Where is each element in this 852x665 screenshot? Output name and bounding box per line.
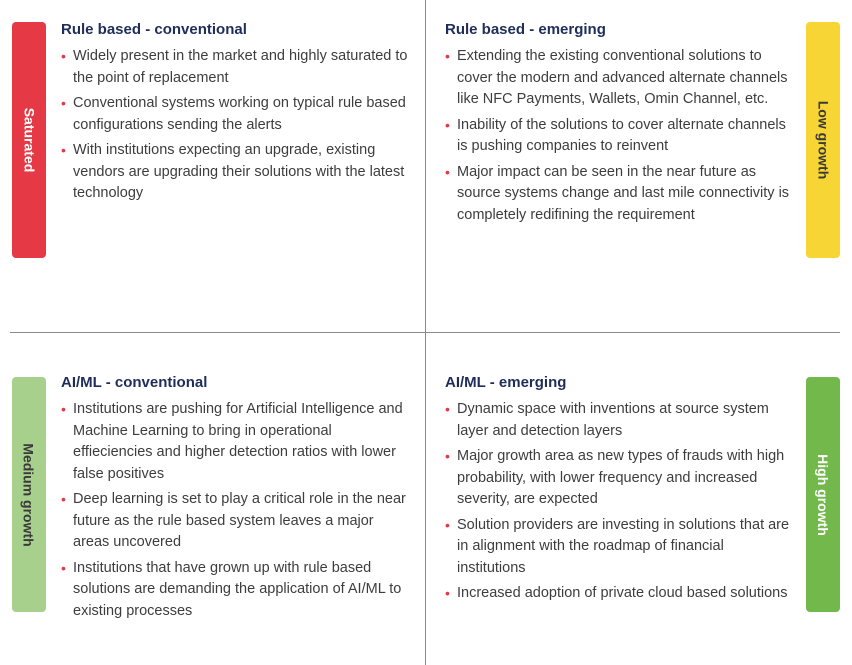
quadrant-bottom-right <box>445 374 790 609</box>
tag-medium-growth-label: Medium growth <box>21 442 37 547</box>
quadrant-top-right <box>445 21 790 230</box>
horizontal-divider <box>10 332 840 333</box>
tag-low-growth <box>806 22 840 258</box>
bullet-list <box>445 46 790 226</box>
quadrant-top-left <box>61 21 411 209</box>
list-item: • Major growth area as new types of frauds with high probability, with lower frequency and increased severity, are expected <box>445 446 790 511</box>
list-item: • Widely present in the market and highly saturated to the point of replacement <box>61 46 411 89</box>
bullet-list <box>61 399 411 622</box>
list-item: • Inability of the solutions to cover alternate channels is pushing companies to reinvent <box>445 115 790 158</box>
bullet-list <box>61 46 411 205</box>
list-item: • Major impact can be seen in the near future as source systems change and last mile connectivity is completely redifining the requirement <box>445 162 790 227</box>
bullet-list <box>445 399 790 605</box>
list-item: • Solution providers are investing in solutions that are in alignment with the roadmap of financial institutions <box>445 515 790 580</box>
tag-medium-growth <box>12 377 46 612</box>
quadrant-title: AI/ML - emerging <box>445 374 567 391</box>
quadrant-title: Rule based - emerging <box>445 21 606 38</box>
list-item: • Dynamic space with inventions at source system layer and detection layers <box>445 399 790 442</box>
list-item: • Institutions are pushing for Artificial Intelligence and Machine Learning to bring in operational effieciencies and higher detection ratios with lower false positives <box>61 399 411 485</box>
tag-low-growth-label: Low growth <box>815 100 832 180</box>
list-item: • Increased adoption of private cloud based solutions <box>445 583 790 605</box>
tag-saturated-label: Saturated <box>21 107 38 173</box>
tag-high-growth-label: High growth <box>815 453 831 536</box>
list-item: • With institutions expecting an upgrade, existing vendors are upgrading their solutions with the latest technology <box>61 140 411 205</box>
list-item: • Conventional systems working on typical rule based configurations sending the alerts <box>61 93 411 136</box>
quadrant-title: AI/ML - conventional <box>61 374 208 391</box>
list-item: • Extending the existing conventional solutions to cover the modern and advanced alternate channels like NFC Payments, Wallets, Omin Channel, etc. <box>445 46 790 111</box>
quadrant-title: Rule based - conventional <box>61 21 247 38</box>
tag-saturated <box>12 22 46 258</box>
quadrant-bottom-left <box>61 374 411 626</box>
list-item: • Deep learning is set to play a critical role in the near future as the rule based system leaves a major areas uncovered <box>61 489 411 554</box>
tag-high-growth <box>806 377 840 612</box>
list-item: • Institutions that have grown up with rule based solutions are demanding the application of AI/ML to existing processes <box>61 558 411 623</box>
